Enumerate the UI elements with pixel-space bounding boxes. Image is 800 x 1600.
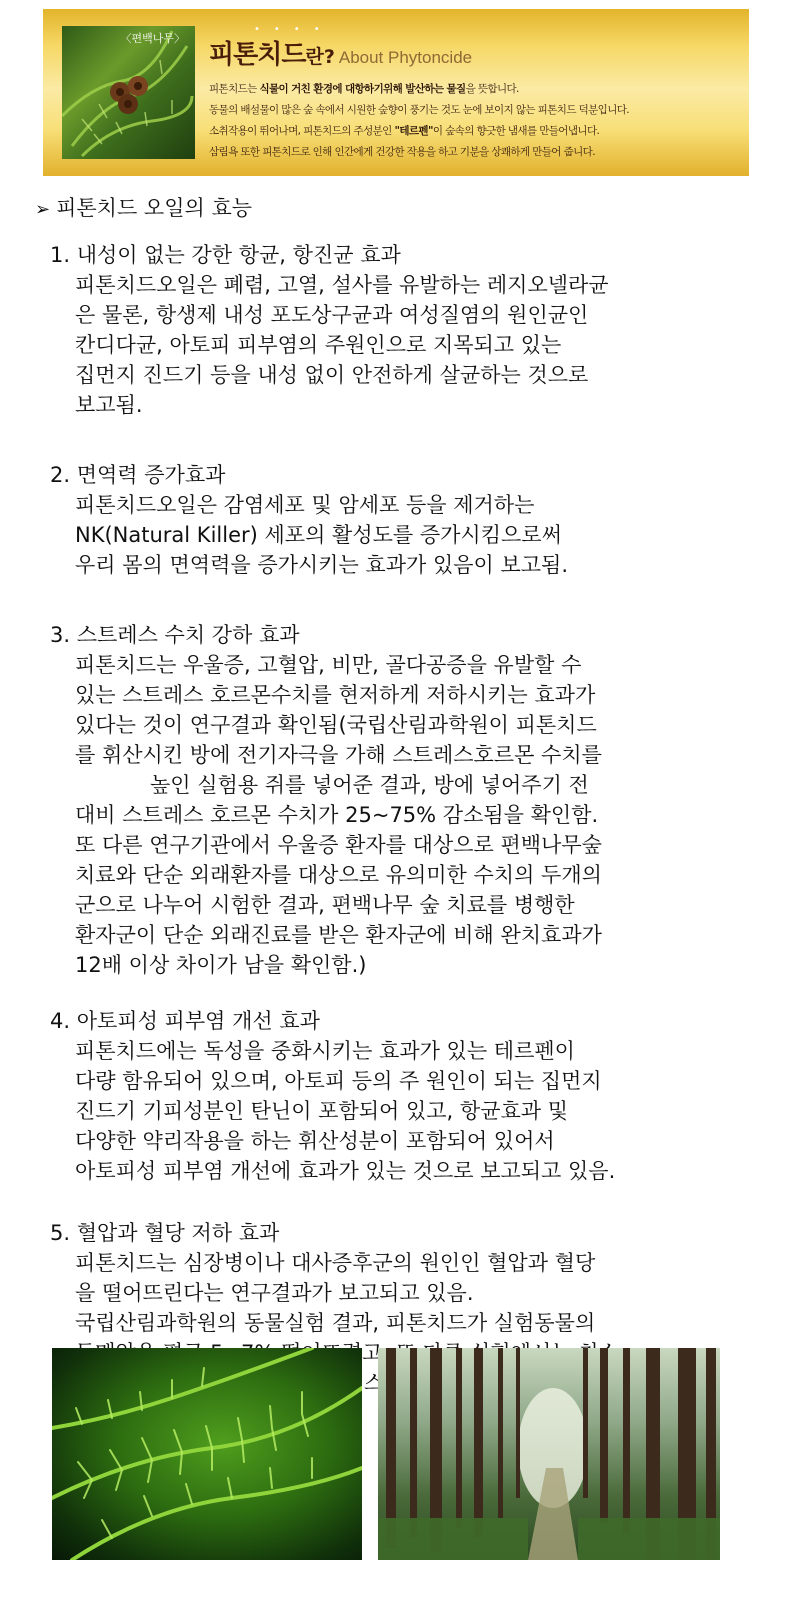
forest-path-photo	[378, 1348, 720, 1560]
header-banner	[43, 9, 749, 176]
benefit-line: 또 다른 연구기관에서 우울증 환자를 대상으로 편백나무숲	[75, 833, 602, 857]
section-heading-text: 피톤치드 오일의 효능	[56, 196, 253, 220]
benefit-line: 피톤치드에는 독성을 중화시키는 효과가 있는 테르펜이	[75, 1039, 575, 1063]
title-suffix: 란?	[305, 46, 335, 68]
benefit-title: 5. 혈압과 혈당 저하 효과	[50, 1221, 280, 1245]
benefit-line: 피톤치드오일은 폐렴, 고열, 설사를 유발하는 레지오넬라균	[75, 273, 609, 297]
benefit-line: 진드기 기피성분인 탄닌이 포함되어 있고, 항균효과 및	[75, 1099, 569, 1123]
title-dots: ••••	[254, 24, 334, 35]
cypress-leaf-photo	[52, 1348, 362, 1560]
banner-line: 동물의 배설물이 많은 숲 속에서 시원한 숲향이 풍기는 것도 눈에 보이지 않는 피톤치드 덕분입니다.	[209, 104, 630, 116]
benefit-line: 우리 몸의 면역력을 증가시키는 효과가 있음이 보고됨.	[75, 553, 569, 577]
benefit-item	[50, 1006, 750, 1186]
benefit-line: 있다는 것이 연구결과 확인됨(국립산림과학원이 피톤치드	[75, 713, 597, 737]
banner-title	[209, 34, 472, 71]
title-main: 피톤치드	[209, 40, 306, 70]
benefit-line: 은 물론, 항생제 내성 포도상구균과 여성질염의 원인균인	[75, 303, 589, 327]
photo-caption: 〈편백나무〉	[120, 32, 185, 45]
benefit-line: 아토피성 피부염 개선에 효과가 있는 것으로 보고되고 있음.	[75, 1159, 616, 1183]
benefit-line: 칸디다균, 아토피 피부염의 주원인으로 지목되고 있는	[75, 333, 562, 357]
cypress-photo	[62, 26, 195, 159]
benefit-title: 2. 면역력 증가효과	[50, 463, 226, 487]
benefit-line: 을 떨어뜨린다는 연구결과가 보고되고 있음.	[75, 1281, 474, 1305]
forest-path-illustration	[378, 1348, 720, 1560]
benefit-line: 12배 이상 차이가 남을 확인함.)	[75, 953, 367, 977]
benefit-line: 다량 함유되어 있으며, 아토피 등의 주 원인이 되는 집먼지	[75, 1069, 602, 1093]
benefit-title: 4. 아토피성 피부염 개선 효과	[50, 1009, 320, 1033]
benefit-line: 피톤치드는 심장병이나 대사증후군의 원인인 혈압과 혈당	[75, 1251, 596, 1275]
benefit-line: 피톤치드오일은 감염세포 및 암세포 등을 제거하는	[75, 493, 535, 517]
benefit-line: 다양한 약리작용을 하는 휘산성분이 포함되어 있어서	[75, 1129, 555, 1153]
benefit-line: 군으로 나누어 시험한 결과, 편백나무 숲 치료를 병행한	[75, 893, 575, 917]
benefit-item	[50, 460, 750, 580]
cypress-leaf-illustration	[52, 1348, 362, 1560]
banner-line: 소취작용이 뛰어나며, 피톤치드의 주성분인 "테르펜"이 숲속의 향긋한 냄새를 만들어냅니다.	[209, 125, 600, 137]
benefit-line: 환자군이 단순 외래진료를 받은 환자군에 비해 완치효과가	[75, 923, 602, 947]
benefit-item	[50, 240, 750, 420]
benefit-item	[50, 620, 750, 980]
benefit-title: 1. 내성이 없는 강한 항균, 항진균 효과	[50, 243, 401, 267]
arrow-bullet-icon: ➢	[35, 199, 51, 220]
benefit-list	[50, 240, 750, 1450]
benefit-line: 피톤치드는 우울증, 고혈압, 비만, 골다공증을 유발할 수	[75, 653, 582, 677]
title-english: About Phytoncide	[338, 48, 473, 67]
benefit-line: 를 휘산시킨 방에 전기자극을 가해 스트레스호르몬 수치를	[75, 743, 602, 767]
banner-line: 삼림욕 또한 피톤치드로 인해 인간에게 건강한 작용을 하고 기분을 상쾌하게 만들어 줍니다.	[209, 146, 595, 158]
benefit-line: 대비 스트레스 호르몬 수치가 25~75% 감소됨을 확인함.	[75, 803, 599, 827]
benefit-line: 있는 스트레스 호르몬수치를 현저하게 저하시키는 효과가	[75, 683, 596, 707]
benefit-line: 콜레스테롤	[323, 1371, 425, 1395]
benefit-line: 국립산림과학원의 동물실험 결과, 피톤치드가 실험동물의	[75, 1311, 596, 1335]
banner-description	[209, 79, 629, 163]
benefit-line: 높인 실험용 쥐를 넣어준 결과, 방에 넣어주기 전	[150, 773, 589, 797]
section-heading	[35, 192, 252, 222]
benefit-line: 보고됨.	[75, 393, 143, 417]
banner-line: 피톤치드는 식물이 거친 환경에 대항하기위해 발산하는 물질을 뜻합니다.	[209, 83, 519, 95]
benefit-line: 치료와 단순 외래환자를 대상으로 유의미한 수치의 두개의	[75, 863, 602, 887]
benefit-line: 집먼지 진드기 등을 내성 없이 안전하게 살균하는 것으로	[75, 363, 589, 387]
benefit-title: 3. 스트레스 수치 강하 효과	[50, 623, 300, 647]
benefit-line: NK(Natural Killer) 세포의 활성도를 증가시킴으로써	[75, 523, 562, 547]
